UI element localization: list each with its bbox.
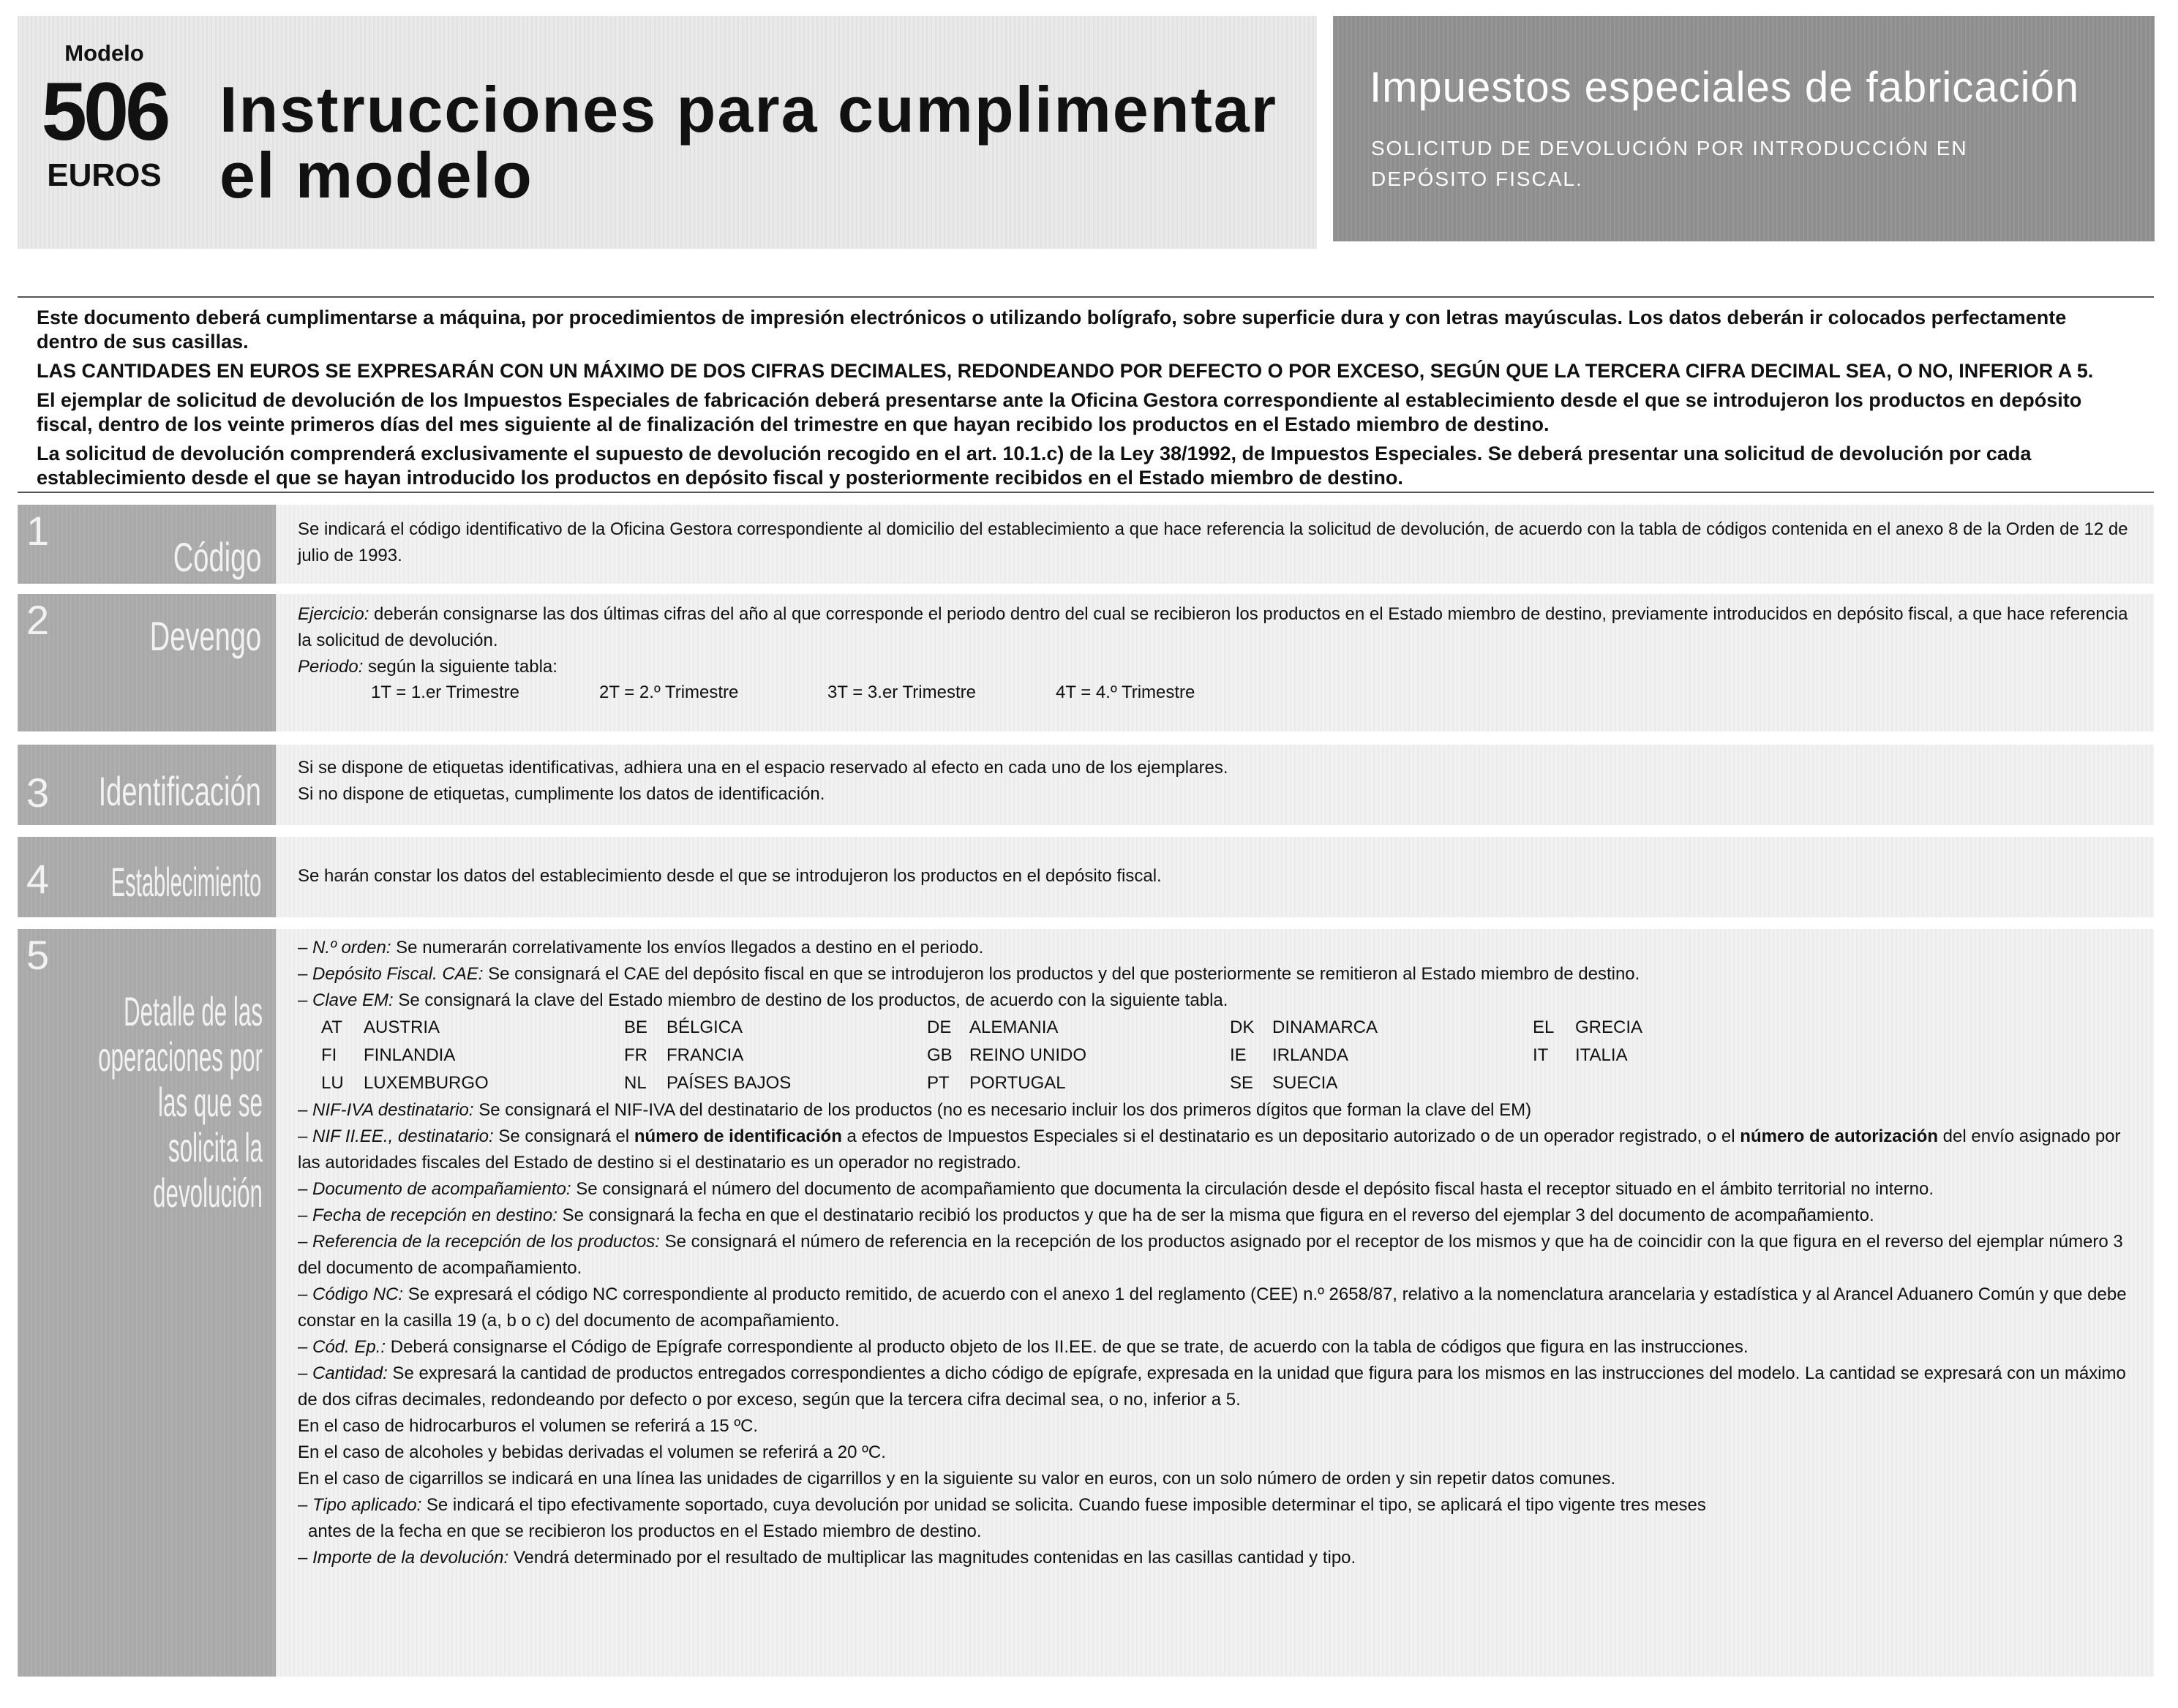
tax-title: Impuestos especiales de fabricación (1370, 64, 2079, 111)
section-identificacion-content (276, 745, 2154, 825)
section-devengo-content (276, 594, 2154, 731)
section-text: Se harán constar los datos del establecimiento desde el que se introdujeron los productos en el depósito fiscal. (298, 866, 1162, 886)
country-entry: BE BÉLGICA (624, 1017, 743, 1037)
trimestre-1: 1T = 1.er Trimestre (371, 682, 519, 702)
nifiiee-item: – NIF II.EE., destinatario: Se consignará el número de identificación a efectos de Impuestos Especiales si el destinatario es un depositario autorizado o de un operador registrado, o el número de autorización del envío asignado por las autoridades fiscales del Estado de destino si el destinatario es un operador no registrado. (298, 1126, 2121, 1173)
tax-subtitle (1371, 133, 2029, 195)
referencia-item: – Referencia de la recepción de los productos: Se consignará el número de referencia en la recepción de los productos asignado por el receptor de los mismos y que ha de coincidir con la que figura en el reverso del ejemplar número 3 del documento de acompañamiento. (298, 1232, 2123, 1278)
norden-item: – N.º orden: Se numerarán correlativamente los envíos llegados a destino en el periodo. (298, 938, 984, 958)
section-number: 1 (26, 508, 50, 554)
section-codigo-content (276, 505, 2154, 584)
section-number: 4 (26, 856, 50, 902)
trimestres-table (276, 680, 2154, 705)
country-entry: EL GRECIA (1533, 1017, 1643, 1037)
country-entry: IE IRLANDA (1230, 1045, 1349, 1065)
tax-subtitle-line1: SOLICITUD DE DEVOLUCIÓN POR INTRODUCCIÓN EN (1371, 137, 1968, 159)
section-title: Detalle de las operaciones por las que se solicita la devolución (98, 988, 263, 1216)
intro-paragraph-4: La solicitud de devolución comprenderá exclusivamente el supuesto de devolución recogido en el art. 10.1.c) de la Ley 38/1992, de Impuestos Especiales. Se deberá presentar una solicitud de devolución por cada establecimiento desde el que se hayan introducido los productos en depósito fiscal y posteriormente recibidos en el Estado miembro de destino. (37, 443, 2032, 489)
country-entry: FI FINLANDIA (321, 1045, 456, 1065)
country-entry: FR FRANCIA (624, 1045, 744, 1065)
intro-text (37, 306, 2129, 495)
periodo-text: Periodo: según la siguiente tabla: (298, 657, 557, 677)
page-title-line2: el modelo (219, 138, 533, 211)
section-codigo-label (18, 505, 276, 584)
country-entry: DK DINAMARCA (1230, 1017, 1378, 1037)
intro-paragraph-2: LAS CANTIDADES EN EUROS SE EXPRESARÁN CON UN MÁXIMO DE DOS CIFRAS DECIMALES, REDONDEANDO POR DEFECTO O POR EXCESO, SEGÚN QUE LA TERCERA CIFRA DECIMAL SEA, O NO, INFERIOR A 5. (37, 360, 2094, 382)
country-entry: IT ITALIA (1533, 1045, 1628, 1065)
model-currency: EUROS (47, 157, 162, 193)
importe-item: – Importe de la devolución: Vendrá determinado por el resultado de multiplicar las magnitudes contenidas en las casillas cantidad y tipo. (298, 1548, 1356, 1568)
model-number: 506 (41, 66, 168, 157)
cigarrillos-note: En el caso de cigarrillos se indicará en una línea las unidades de cigarrillos y en la siguiente su valor en euros, con un solo número de orden y sin repetir datos comunes. (298, 1469, 1616, 1489)
fecha-item: – Fecha de recepción en destino: Se consignará la fecha en que el destinatario recibió los productos y que ha de ser la misma que figura en el reverso del ejemplar 3 del documento de acompañamiento. (298, 1205, 1874, 1225)
country-entry: NL PAÍSES BAJOS (624, 1073, 792, 1093)
periodo-label: Periodo: (298, 657, 364, 677)
country-entry: PT PORTUGAL (927, 1073, 1066, 1093)
tipo-item: – Tipo aplicado: Se indicará el tipo efectivamente soportado, cuya devolución por unidad se solicita. Cuando fuese imposible determinar el tipo, se aplicará el tipo vigente tres meses (298, 1495, 1706, 1515)
intro-paragraph-1: Este documento deberá cumplimentarse a máquina, por procedimientos de impresión electrónicos o utilizando bolígrafo, sobre superficie dura y con letras mayúsculas. Los datos deberán ir colocados perfectamente dentro de sus casillas. (37, 306, 2067, 353)
section-detalle-label (18, 929, 276, 1677)
country-entry: LU LUXEMBURGO (321, 1073, 489, 1093)
trimestre-2: 2T = 2.º Trimestre (599, 682, 739, 702)
section-title: Establecimiento (110, 859, 261, 905)
section-establecimiento-label (18, 837, 276, 917)
section-establecimiento-content (276, 837, 2154, 917)
page-title (219, 73, 1302, 211)
cod-ep-item: – Cód. Ep.: Deberá consignarse el Código de Epígrafe correspondiente al producto objeto de los II.EE. de que se trate, de acuerdo con la tabla de códigos que figura en las instrucciones. (298, 1337, 1749, 1357)
section-text: Se indicará el código identificativo de la Oficina Gestora correspondiente al domicilio del establecimiento a que hace referencia la solicitud de devolución, de acuerdo con la tabla de códigos contenida en el anexo 8 de la Orden de 12 de julio de 1993. (298, 519, 2128, 565)
model-box (29, 40, 179, 194)
country-codes-table (276, 1014, 2154, 1097)
section-title: Identificación (98, 768, 261, 814)
section-title: Código (173, 534, 261, 580)
tipo-item-continuation: antes de la fecha en que se recibieron los productos en el Estado miembro de destino. (308, 1521, 982, 1541)
identificacion-line-1: Si se dispone de etiquetas identificativas, adhiera una en el espacio reservado al efecto en cada uno de los ejemplares. (298, 758, 1228, 778)
codigo-nc-item: – Código NC: Se expresará el código NC correspondiente al producto remitido, de acuerdo con el anexo 1 del reglamento (CEE) n.º 2658/87, relativo a la nomenclatura arancelaria y estadística y al Arancel Aduanero Común y que debe constar en la casilla 19 (a, b o c) del documento de acompañamiento. (298, 1284, 2127, 1331)
cantidad-item: – Cantidad: Se expresará la cantidad de productos entregados correspondientes a dicho código de epígrafe, expresada en la unidad que figura para los mismos en las instrucciones del modelo. La cantidad se expresará con un máximo de dos cifras decimales, redondeando por defecto o por exceso, según que la tercera cifra decimal sea, o no, inferior a 5. (298, 1363, 2126, 1410)
model-label: Modelo (64, 40, 144, 66)
country-entry: DE ALEMANIA (927, 1017, 1059, 1037)
intro-paragraph-3: El ejemplar de solicitud de devolución de los Impuestos Especiales de fabricación deberá presentarse ante la Oficina Gestora correspondiente al establecimiento desde el que se introdujeron los productos en depósito fiscal, dentro de los veinte primeros días del mes siguiente al de finalización del trimestre en que hayan recibido los productos en el Estado miembro de destino. (37, 389, 2082, 435)
section-devengo-label (18, 594, 276, 731)
page-title-line1: Instrucciones para cumplimentar (219, 73, 1277, 146)
hidrocarburos-note: En el caso de hidrocarburos el volumen se referirá a 15 ºC. (298, 1416, 759, 1436)
section-establecimiento (18, 837, 2154, 917)
trimestre-3: 3T = 3.er Trimestre (827, 682, 976, 702)
alcoholes-note: En el caso de alcoholes y bebidas derivadas el volumen se referirá a 20 ºC. (298, 1442, 886, 1462)
documento-item: – Documento de acompañamiento: Se consignará el número del documento de acompañamiento que documenta la circulación desde el depósito fiscal hasta el receptor situado en el ámbito territorial no interno. (298, 1179, 1934, 1199)
nifiva-item: – NIF-IVA destinatario: Se consignará el NIF-IVA del destinatario de los productos (no es necesario incluir los dos primeros dígitos que forman la clave del EM) (298, 1100, 1532, 1120)
header-right-panel (1333, 16, 2155, 241)
deposito-item: – Depósito Fiscal. CAE: Se consignará el CAE del depósito fiscal en que se introdujeron los productos y del que posteriormente se remitieron al Estado miembro de destino. (298, 964, 1640, 984)
section-number: 2 (26, 597, 50, 643)
divider-bottom (18, 492, 2154, 493)
section-detalle-content (276, 929, 2154, 1677)
country-entry: AT AUSTRIA (321, 1017, 440, 1037)
section-identificacion (18, 745, 2154, 825)
section-title: Devengo (149, 613, 261, 659)
section-number: 3 (26, 770, 50, 816)
section-detalle (18, 929, 2154, 1677)
country-entry: SE SUECIA (1230, 1073, 1338, 1093)
country-entry: GB REINO UNIDO (927, 1045, 1087, 1065)
section-devengo (18, 594, 2154, 731)
identificacion-line-2: Si no dispone de etiquetas, cumplimente los datos de identificación. (298, 784, 825, 804)
clave-item: – Clave EM: Se consignará la clave del Estado miembro de destino de los productos, de acuerdo con la siguiente tabla. (298, 990, 1228, 1010)
tax-subtitle-line2: DEPÓSITO FISCAL. (1371, 168, 1583, 190)
section-codigo (18, 505, 2154, 584)
divider-top (18, 296, 2154, 298)
ejercicio-label: Ejercicio: (298, 604, 369, 624)
section-number: 5 (26, 932, 50, 978)
trimestre-4: 4T = 4.º Trimestre (1056, 682, 1195, 702)
section-identificacion-label (18, 745, 276, 825)
ejercicio-text: Ejercicio: deberán consignarse las dos últimas cifras del año al que corresponde el periodo dentro del cual se recibieron los productos en el Estado miembro de destino, previamente introducidos en depósito fiscal, a que hace referencia la solicitud de devolución. (298, 604, 2128, 650)
